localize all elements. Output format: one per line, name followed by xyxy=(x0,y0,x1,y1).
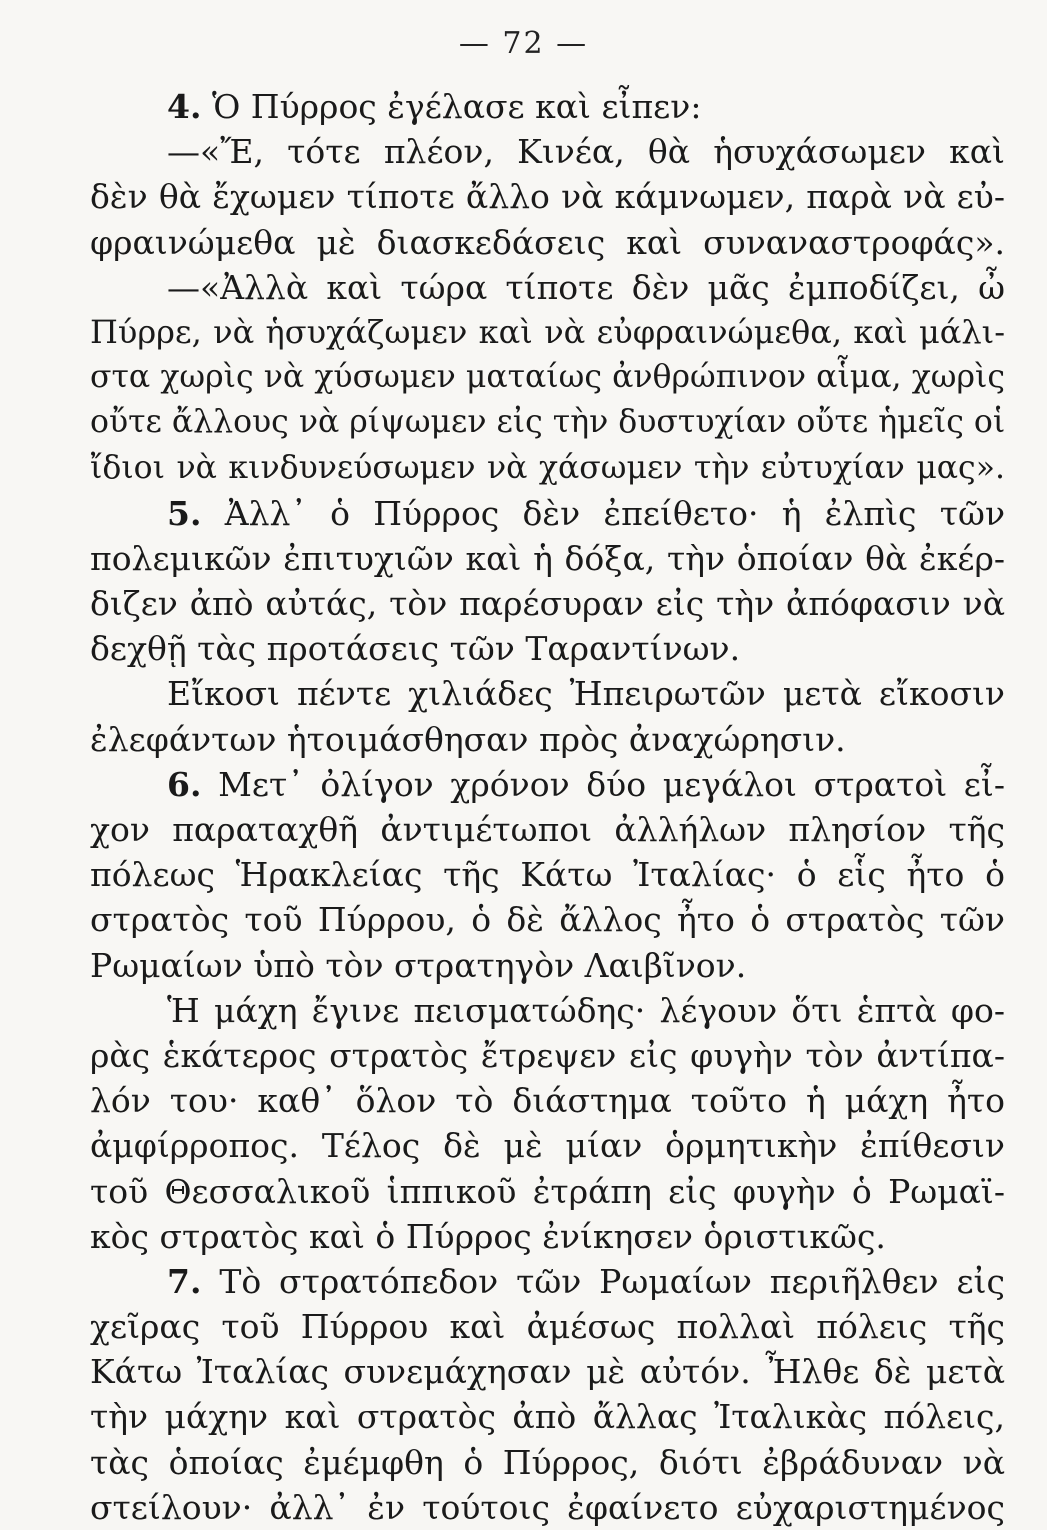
line-text: ἴδιοι νὰ κινδυνεύσωμεν νὰ χάσωμεν τὴν εὐτυχίαν μας». xyxy=(90,449,1005,486)
text-line xyxy=(90,491,1005,536)
text-line xyxy=(90,852,1005,897)
text-line xyxy=(90,310,1005,355)
line-text: πολεμικῶν ἐπιτυχιῶν καὶ ἡ δόξα, τὴν ὁποίαν θὰ ἐκέρ- xyxy=(90,538,1005,578)
line-text: —«Ἔ, τότε πλέον, Κινέα, θὰ ἡσυχάσωμεν καὶ xyxy=(167,132,1005,172)
text-line xyxy=(90,897,1005,942)
line-text: —«Ἀλλὰ καὶ τώρα τίποτε δὲν μᾶς ἐμποδίζει, ὦ xyxy=(167,267,1005,307)
section-number: 5. xyxy=(167,493,202,533)
text-line xyxy=(90,807,1005,852)
line-text: λόν του· καθ᾽ ὅλον τὸ διάστημα τοῦτο ἡ μάχη ἦτο xyxy=(90,1081,1005,1121)
line-text: οὔτε ἄλλους νὰ ρίψωμεν εἰς τὴν δυστυχίαν οὔτε ἡμεῖς οἱ xyxy=(90,404,1005,441)
line-text: Τὸ στρατόπεδον τῶν Ρωμαίων περιῆλθεν εἰς xyxy=(219,1261,1005,1301)
text-line xyxy=(90,581,1005,626)
line-text: στα χωρὶς νὰ χύσωμεν ματαίως ἀνθρώπινον αἷμα, χωρὶς xyxy=(90,359,1005,396)
line-text: χεῖρας τοῦ Πύρρου καὶ ἀμέσως πολλαὶ πόλεις τῆς xyxy=(90,1307,1005,1347)
text-line xyxy=(90,626,1005,671)
section-number: 4. xyxy=(167,87,202,126)
text-line xyxy=(90,220,1005,265)
line-text: δὲν θὰ ἔχωμεν τίποτε ἄλλο νὰ κάμνωμεν, παρὰ νὰ εὐ- xyxy=(90,177,1005,217)
line-text: ἀμφίρροπος. Τέλος δὲ μὲ μίαν ὁρμητικὴν ἐπίθεσιν xyxy=(90,1126,1005,1166)
text-line xyxy=(90,174,1005,219)
line-text: ρὰς ἑκάτερος στρατὸς ἔτρεψεν εἰς φυγὴν τὸν ἀντίπα- xyxy=(90,1035,1005,1075)
text-line xyxy=(90,943,1005,988)
line-text: δεχθῇ τὰς προτάσεις τῶν Ταραντίνων. xyxy=(90,629,741,669)
line-text: Ἡ μάχη ἔγινε πεισματώδης· λέγουν ὅτι ἑπτὰ φο- xyxy=(167,990,1005,1030)
text-line xyxy=(90,536,1005,581)
text-line xyxy=(90,84,1005,129)
text-line xyxy=(90,1033,1005,1078)
line-text: τὰς ὁποίας ἐμέμφθη ὁ Πύρρος, διότι ἐβράδυναν νὰ xyxy=(90,1442,1005,1482)
body-text xyxy=(90,84,1005,1530)
line-text: Ἀλλ᾽ ὁ Πύρρος δὲν ἐπείθετο· ἡ ἐλπὶς τῶν xyxy=(224,493,1005,533)
text-line xyxy=(90,129,1005,174)
text-line xyxy=(90,1349,1005,1394)
section-number: 6. xyxy=(167,764,202,804)
text-line xyxy=(90,1485,1005,1530)
text-line xyxy=(90,988,1005,1033)
text-line xyxy=(90,1214,1005,1259)
text-line xyxy=(90,265,1005,310)
text-line xyxy=(90,446,1005,491)
line-text: τοῦ Θεσσαλικοῦ ἱππικοῦ ἐτράπη εἰς φυγὴν ὁ Ρωμαϊ- xyxy=(90,1171,1005,1211)
text-line xyxy=(90,1440,1005,1485)
line-text: Ρωμαίων ὑπὸ τὸν στρατηγὸν Λαιβῖνον. xyxy=(90,945,747,985)
text-line xyxy=(90,355,1005,400)
line-text: ἐλεφάντων ἡτοιμάσθησαν πρὸς ἀναχώρησιν. xyxy=(90,719,846,759)
page-number: — 72 — xyxy=(458,26,589,61)
line-text: Μετ᾽ ὀλίγον χρόνον δύο μεγάλοι στρατοὶ εἶ- xyxy=(218,764,1005,804)
line-text: φραινώμεθα μὲ διασκεδάσεις καὶ συναναστροφάς». xyxy=(90,222,1005,262)
line-text: στείλουν· ἀλλ᾽ ἐν τούτοις ἐφαίνετο εὐχαριστημένος xyxy=(90,1487,1005,1527)
text-line xyxy=(90,400,1005,445)
line-text: πόλεως Ἡρακλείας τῆς Κάτω Ἰταλίας· ὁ εἷς ἦτο ὁ xyxy=(90,855,1005,895)
line-text: κὸς στρατὸς καὶ ὁ Πύρρος ἐνίκησεν ὁριστικῶς. xyxy=(90,1216,886,1256)
text-line xyxy=(90,1123,1005,1168)
line-text: χον παραταχθῆ ἀντιμέτωποι ἀλλήλων πλησίον τῆς xyxy=(90,810,1005,849)
text-line xyxy=(90,1078,1005,1123)
section-number: 7. xyxy=(167,1261,202,1301)
text-line xyxy=(90,1259,1005,1304)
text-line xyxy=(90,1169,1005,1214)
line-text: στρατὸς τοῦ Πύρρου, ὁ δὲ ἄλλος ἦτο ὁ στρατὸς τῶν xyxy=(90,900,1005,940)
line-text: διζεν ἀπὸ αὐτάς, τὸν παρέσυραν εἰς τὴν ἀπόφασιν νὰ xyxy=(90,584,1005,624)
text-line xyxy=(90,762,1005,807)
text-line xyxy=(90,671,1005,716)
line-text: Ὁ Πύρρος ἐγέλασε καὶ εἶπεν: xyxy=(211,87,702,126)
line-text: Κάτω Ἰταλίας συνεμάχησαν μὲ αὐτόν. Ἦλθε δὲ μετὰ xyxy=(90,1352,1005,1392)
text-line xyxy=(90,1394,1005,1439)
line-text: Πύρρε, νὰ ἡσυχάζωμεν καὶ νὰ εὐφραινώμεθα, καὶ μάλι- xyxy=(90,312,1005,351)
line-text: Εἴκοσι πέντε χιλιάδες Ἠπειρωτῶν μετὰ εἴκοσιν xyxy=(167,674,1005,714)
text-line xyxy=(90,717,1005,762)
line-text: τὴν μάχην καὶ στρατὸς ἀπὸ ἄλλας Ἰταλικὰς πόλεις, xyxy=(90,1397,1005,1437)
text-line xyxy=(90,1304,1005,1349)
